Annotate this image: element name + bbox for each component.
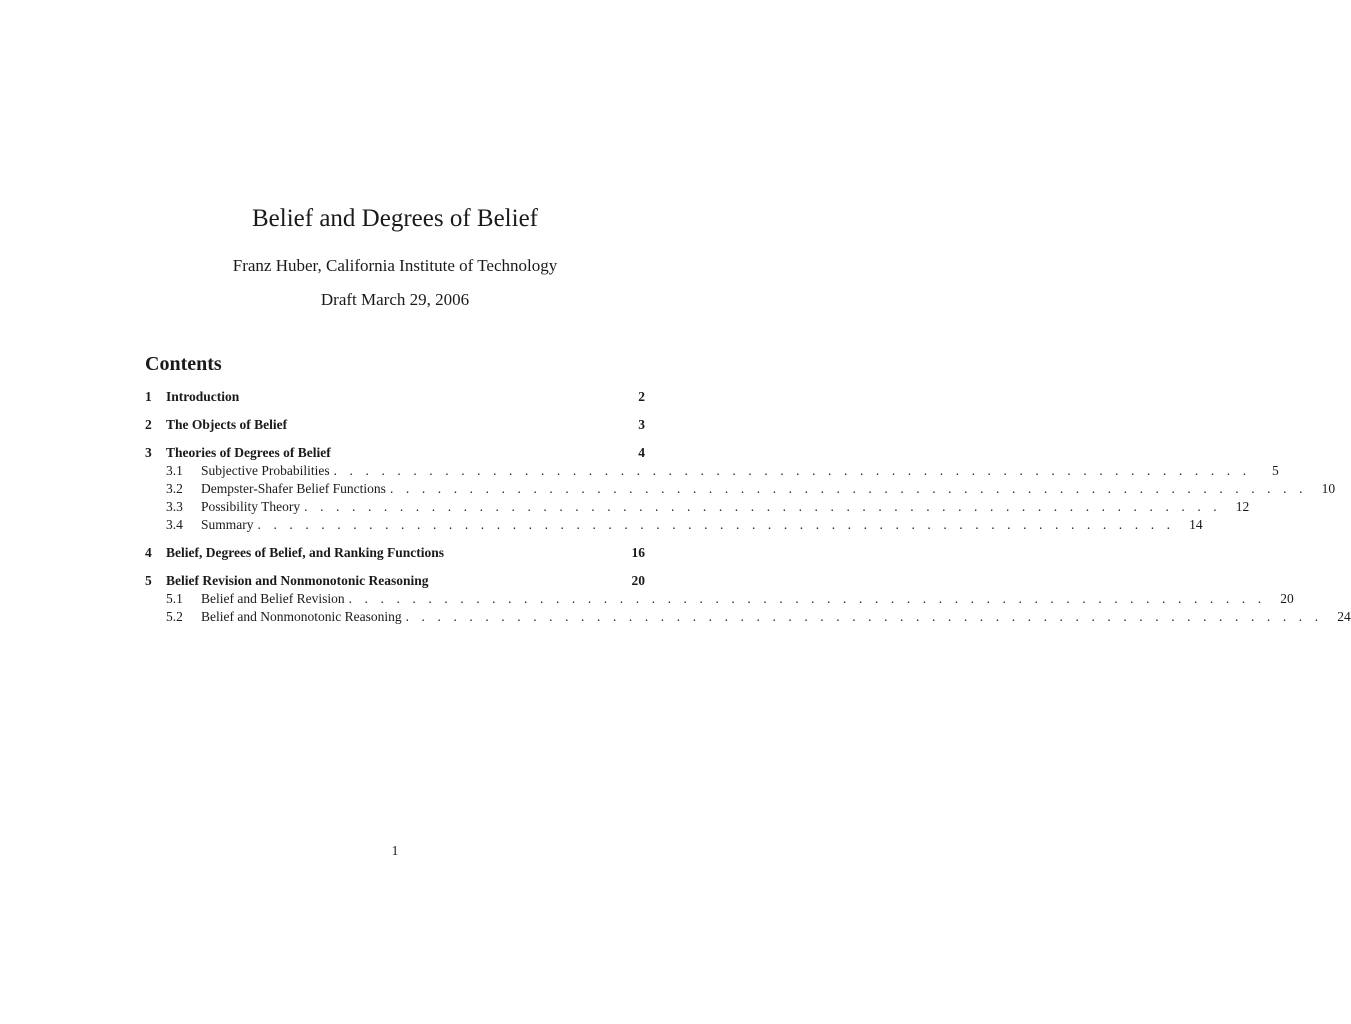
toc-subentry[interactable] bbox=[145, 498, 1250, 516]
toc-entry[interactable] bbox=[145, 572, 645, 590]
paper-title: Belief and Degrees of Belief bbox=[252, 205, 538, 232]
toc-entry-page: 20 bbox=[631, 573, 645, 588]
dot-leader: . . . . . . . . . . . . . . . . . . . . . . . . . . . . . . . . . . . . . . . . . . . . . . . . . . . . . . . . . . bbox=[348, 591, 1266, 606]
toc-subentry-number: 5.1 bbox=[166, 591, 183, 606]
toc-entry-page: 3 bbox=[638, 417, 645, 432]
toc-entry-number: 3 bbox=[145, 445, 152, 460]
toc-subentry-label: Belief and Belief Revision bbox=[201, 591, 345, 606]
toc-subentry-label: Belief and Nonmonotonic Reasoning bbox=[201, 609, 402, 624]
toc-entry[interactable] bbox=[145, 444, 645, 462]
toc-section bbox=[145, 544, 645, 562]
toc-subentry[interactable] bbox=[145, 516, 1203, 534]
toc-entry[interactable] bbox=[145, 416, 645, 434]
toc-subentry-label: Summary bbox=[201, 517, 254, 532]
contents-heading: Contents bbox=[145, 353, 222, 375]
toc-subentry-number: 3.4 bbox=[166, 517, 183, 532]
dot-leader: . . . . . . . . . . . . . . . . . . . . . . . . . . . . . . . . . . . . . . . . . . . . . . . . . . . . . . . . . . bbox=[333, 463, 1251, 478]
toc-subentry-label: Subjective Probabilities bbox=[201, 463, 330, 478]
toc-entry-label: The Objects of Belief bbox=[166, 417, 288, 432]
toc-subentry-label: Dempster-Shafer Belief Functions bbox=[201, 481, 386, 496]
toc-subentry-page: 12 bbox=[1235, 499, 1250, 514]
toc-entry-number: 5 bbox=[145, 573, 152, 588]
toc-subentry[interactable] bbox=[145, 480, 1336, 498]
dot-leader: . . . . . . . . . . . . . . . . . . . . . . . . . . . . . . . . . . . . . . . . . . . . . . . . . . . . . . . . . . bbox=[304, 499, 1222, 514]
toc-entry-page: 16 bbox=[631, 545, 645, 560]
toc-entry-page: 4 bbox=[638, 445, 645, 460]
toc-subentry[interactable] bbox=[145, 590, 1294, 608]
toc-entry-page: 2 bbox=[638, 389, 645, 404]
toc-subentry-page: 14 bbox=[1189, 517, 1203, 532]
toc-entry-number: 1 bbox=[145, 389, 152, 404]
dot-leader: . . . . . . . . . . . . . . . . . . . . . . . . . . . . . . . . . . . . . . . . . . . . . . . . . . . . . . . . . . bbox=[389, 481, 1308, 496]
toc-section bbox=[145, 416, 645, 434]
draft-date: Draft March 29, 2006 bbox=[320, 290, 470, 309]
toc-subentry-page: 5 bbox=[1271, 463, 1279, 478]
toc-section bbox=[145, 572, 1351, 626]
dot-leader: . . . . . . . . . . . . . . . . . . . . . . . . . . . . . . . . . . . . . . . . . . . . . . . . . . . . . . . . . . bbox=[257, 517, 1175, 532]
toc-subentry-label: Possibility Theory bbox=[201, 499, 301, 514]
toc-subentry[interactable] bbox=[145, 462, 1279, 480]
toc-subentry[interactable] bbox=[145, 608, 1351, 626]
toc-subentry-number: 5.2 bbox=[166, 609, 183, 624]
toc-entry[interactable] bbox=[145, 544, 645, 562]
toc-subentry-page: 10 bbox=[1321, 481, 1336, 496]
toc-entry-number: 4 bbox=[145, 545, 152, 560]
toc-entry-label: Belief Revision and Nonmonotonic Reasoning bbox=[166, 573, 429, 588]
toc-section bbox=[145, 388, 645, 406]
toc-section bbox=[145, 444, 1336, 534]
author-line: Franz Huber, California Institute of Technology bbox=[232, 256, 558, 275]
table-of-contents bbox=[145, 388, 1351, 636]
toc-entry-label: Theories of Degrees of Belief bbox=[166, 445, 331, 460]
toc-entry-label: Belief, Degrees of Belief, and Ranking Functions bbox=[166, 545, 444, 560]
toc-subentry-number: 3.1 bbox=[166, 463, 183, 478]
toc-subentry-number: 3.2 bbox=[166, 481, 183, 496]
page-number: 1 bbox=[391, 843, 399, 858]
toc-subentry-page: 24 bbox=[1337, 609, 1351, 624]
toc-entry-label: Introduction bbox=[166, 389, 240, 404]
toc-subentry-number: 3.3 bbox=[166, 499, 183, 514]
toc-subentry-page: 20 bbox=[1280, 591, 1294, 606]
dot-leader: . . . . . . . . . . . . . . . . . . . . . . . . . . . . . . . . . . . . . . . . . . . . . . . . . . . . . . . . . . bbox=[405, 609, 1323, 624]
toc-entry[interactable] bbox=[145, 388, 645, 406]
toc-entry-number: 2 bbox=[145, 417, 152, 432]
